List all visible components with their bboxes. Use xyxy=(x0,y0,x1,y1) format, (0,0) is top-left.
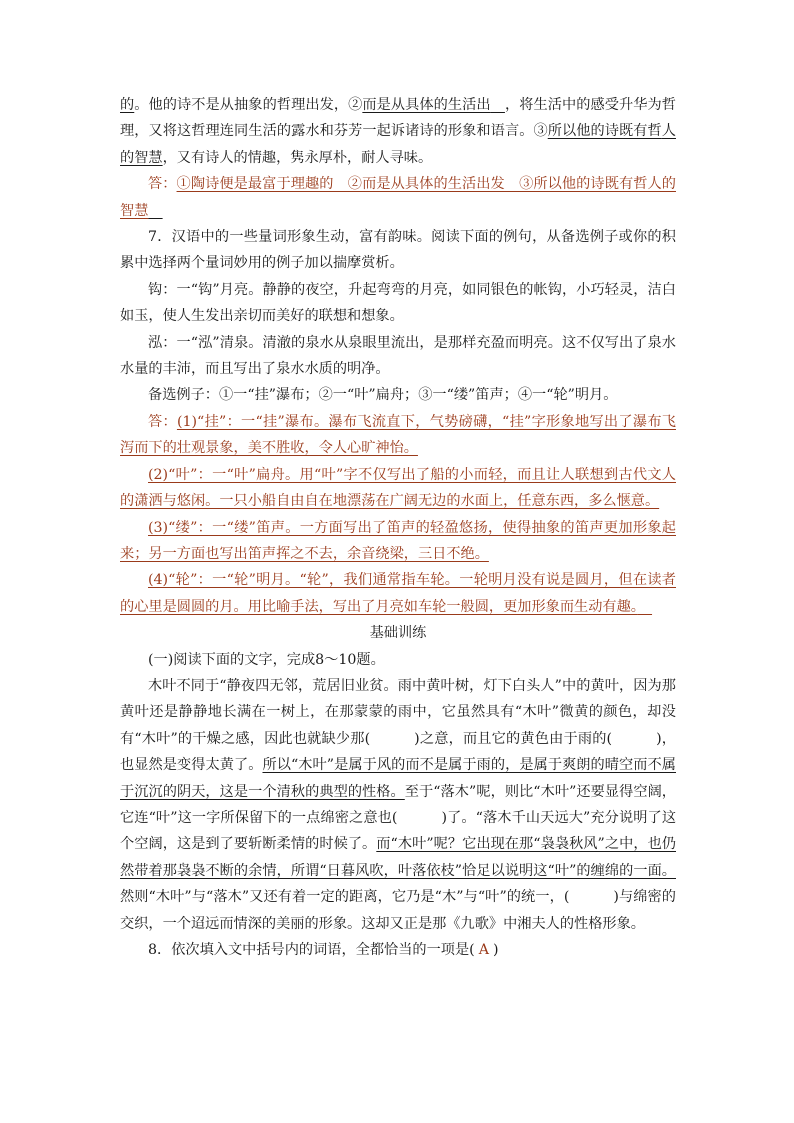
reading-passage xyxy=(120,673,676,937)
passage-underlined-3b: 人的智慧 xyxy=(120,123,676,166)
options: 备选例子：①一“挂”瀑布；②一“叶”扁舟；③一“缕”笛声；④一“轮”明月。 xyxy=(148,387,618,404)
underlined-sentence-1: 所以“木叶”是属于风的而不是属于雨的，是属于爽朗的晴空而不属于沉沉的阴天，这是一个清秋的典型的性格。 xyxy=(120,757,676,800)
passage-fragment xyxy=(120,92,676,171)
passage-underlined-start: 的 xyxy=(120,97,135,113)
passage-text: 然则“木叶”与“落木”又还有着一定的距离，它乃是“木”与“叶”的统一，( xyxy=(120,889,570,906)
answer-7-part-2 xyxy=(120,462,676,515)
underlined-sentence-2: 而“木叶”呢？它出现在那“袅袅秋风”之中，也仍然带着那袅袅不断的余情，所谓“日暮风吹，叶落依枝”恰足以说明这“叶”的缠绵的一面。 xyxy=(120,836,676,879)
passage-text: 木叶不同于“静夜四无邻，荒居旧业贫。雨中黄叶树，灯下白头人”中的黄叶，因为那黄叶还是静静地长满在一树上，在那蒙蒙的雨中，它虽然具有“木叶”微黄的颜色，却没有“木叶”的干燥之感，因此也就缺少那( xyxy=(120,677,676,747)
passage-text: ，又有诗人的情趣，隽永厚朴，耐人寻味。 xyxy=(162,149,433,166)
answer-7-part-4 xyxy=(120,567,676,620)
question-close: ) xyxy=(492,942,499,958)
answer-text: ①陶诗便是最富于理趣的 ②而是从具体的生活出发 ③所以他的诗既有哲人的智慧 xyxy=(120,176,676,219)
answer-text: (2)“叶”：一“叶”扁舟。用“叶”字不仅写出了船的小而轻，而且让人联想到古代文人的潇洒与悠闲。一只小船自由自在地漂荡在广阔无边的水面上，任意东西，多么惬意。 xyxy=(120,466,676,510)
document-page xyxy=(120,92,676,963)
passage-text: 至于“落木”呢，则比“木叶”还要显得空阔，它连“叶”这一字所保留下的一点绵密之意也( xyxy=(120,783,676,826)
passage-text: )与绵密的交织，一个迢远而情深的美丽的形象。这却又正是那《九歌》中湘夫人的性格形象。 xyxy=(120,889,676,932)
passage-text: 。他的诗不是从抽象的哲理出发，② xyxy=(134,97,363,113)
example-gou: 钩：一“钩”月亮。静静的夜空，升起弯弯的月亮，如同银色的帐钩，小巧轻灵，洁白如玉，使人生发出亲切而美好的联想和想象。 xyxy=(120,281,676,325)
answer-6 xyxy=(120,171,676,224)
passage-text: )了。“落木千山天远大”充分说明了这个空阔，这是到了要斩断柔情的时候了。 xyxy=(120,809,677,853)
passage-text: 哲理，又将这哲理连同生活的露水和芬芳一起诉诸诗的形象和语言。③ xyxy=(120,97,676,140)
answer-choice: A xyxy=(478,942,489,958)
section-title: 基础训练 xyxy=(369,625,427,642)
answer-label: 答： xyxy=(148,176,177,193)
answer-7-part-1 xyxy=(120,409,676,462)
passage-underlined-3: 所以他的诗既有哲 xyxy=(547,123,662,140)
question-7-stem: 7．汉语中的一些量词形象生动，富有韵味。阅读下面的例句，从备选例子或你的积累中选择两个量词妙用的例子加以揣摩赏析。 xyxy=(120,229,676,272)
question-8 xyxy=(120,937,676,963)
reading-intro: (一)阅读下面的文字，完成8～10题。 xyxy=(148,651,385,668)
answer-label: 答： xyxy=(148,413,177,430)
example-hong: 泓：一“泓”清泉。清澈的泉水从泉眼里流出，是那样充盈而明亮。这不仅写出了泉水水量的丰沛，而且写出了泉水水质的明净。 xyxy=(120,334,676,378)
passage-text: )之意，而且它的黄色由于雨的( xyxy=(414,730,613,747)
passage-underlined-2: 而是从具体的生活出 xyxy=(362,97,491,113)
question-stem: 8．依次填入文中括号内的词语，全都恰当的一项是( xyxy=(148,942,475,958)
passage-text: ，将生活中的感受升华为 xyxy=(504,97,662,113)
answer-7-part-3 xyxy=(120,515,676,568)
answer-text: (4)“轮”：一“轮”明月。“轮”，我们通常指车轮。一轮明月没有说是圆月，但在读者的心里是圆圆的月。用比喻手法，写出了月亮如车轮一般圆，更加形象而生动有趣。 xyxy=(120,572,676,615)
answer-text: (3)“缕”：一“缕”笛声。一方面写出了笛声的轻盈悠扬，使得抽象的笛声更加形象起来；另一方面也写出笛声挥之不去，余音绕梁，三日不绝。 xyxy=(120,519,676,562)
passage-text: )，也显然是变得太黄了。 xyxy=(120,730,676,774)
answer-text: (1)“挂”：一“挂”瀑布。瀑布飞流直下，气势磅礴，“挂”字形象地写出了瀑布飞泻而下的壮观景象，美不胜收，令人心旷神怡。 xyxy=(120,413,676,457)
